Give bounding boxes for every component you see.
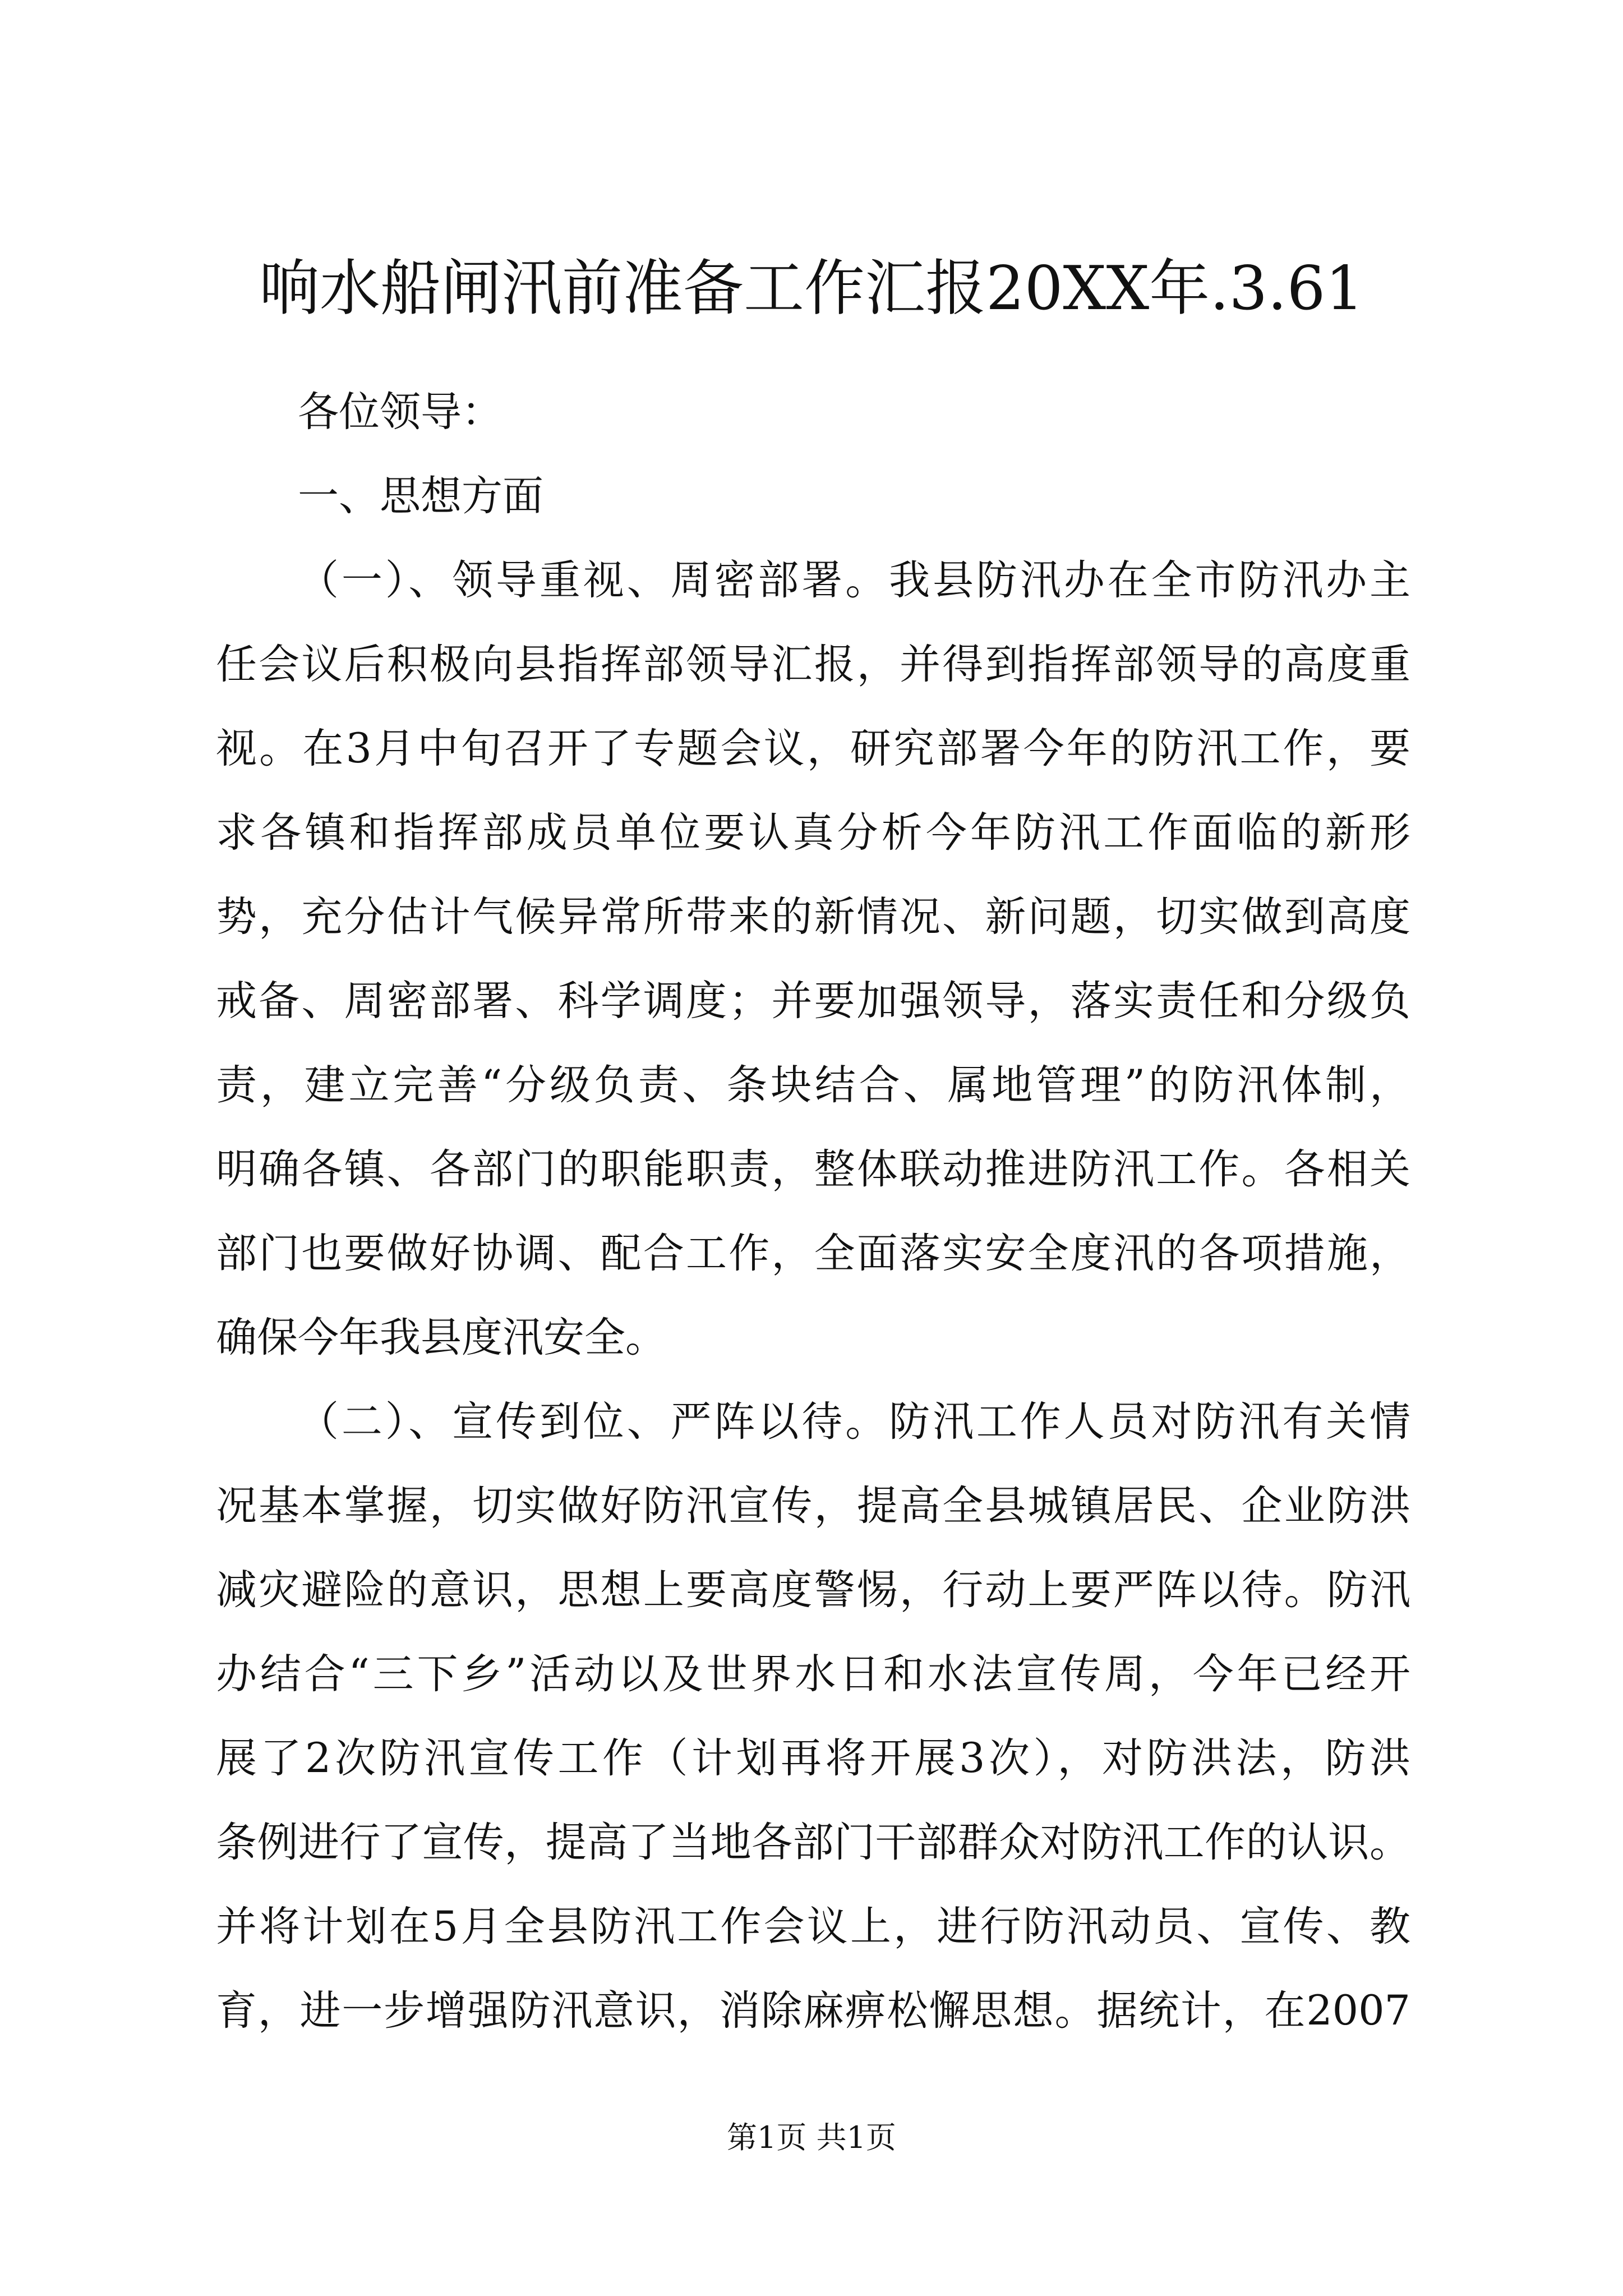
body-text-line: 况基本掌握，切实做好防汛宣传，提高全县城镇居民、企业防洪 [216,1482,1410,1530]
body-text-line: 减灾避险的意识，思想上要高度警惕，行动上要严阵以待。防汛 [216,1566,1410,1614]
body-text-line: 育，进一步增强防汛意识，消除麻痹松懈思想。据统计，在2007 [216,1987,1410,2035]
document-title: 响水船闸汛前准备工作汇报20XX年.3.61 [259,254,1364,324]
body-text-line: （二）、宣传到位、严阵以待。防汛工作人员对防汛有关情 [298,1398,1410,1446]
body-text-line: 视。在3月中旬召开了专题会议，研究部署今年的防汛工作，要 [216,725,1410,772]
body-text-line: 任会议后积极向县指挥部领导汇报，并得到指挥部领导的高度重 [216,641,1410,688]
body-text-line: 一、思想方面 [298,472,543,520]
body-text-line: 条例进行了宣传，提高了当地各部门干部群众对防汛工作的认识。 [216,1819,1410,1866]
page-footer: 第1页 共1页 [727,2120,896,2155]
body-text-line: 部门也要做好协调、配合工作，全面落实安全度汛的各项措施， [216,1230,1410,1277]
body-text-line: 责，建立完善“分级负责、条块结合、属地管理”的防汛体制， [216,1061,1410,1109]
body-text-line: 势，充分估计气候异常所带来的新情况、新问题，切实做到高度 [216,893,1410,941]
body-text-line: 明确各镇、各部门的职能职责，整体联动推进防汛工作。各相关 [216,1145,1410,1193]
body-text-line: 展了2次防汛宣传工作（计划再将开展3次），对防洪法，防洪 [216,1734,1410,1782]
body-text-line: 确保今年我县度汛安全。 [216,1314,666,1361]
body-text-line: 求各镇和指挥部成员单位要认真分析今年防汛工作面临的新形 [216,809,1410,857]
document-body [216,370,1410,2053]
body-text-line: 并将计划在5月全县防汛工作会议上，进行防汛动员、宣传、教 [216,1903,1410,1950]
body-text-line: 办结合“三下乡”活动以及世界水日和水法宣传周，今年已经开 [216,1650,1410,1698]
body-text-line: 各位领导： [298,388,502,436]
body-text-line: （一）、领导重视、周密部署。我县防汛办在全市防汛办主 [298,556,1410,604]
body-text-line: 戒备、周密部署、科学调度；并要加强领导，落实责任和分级负 [216,977,1410,1025]
